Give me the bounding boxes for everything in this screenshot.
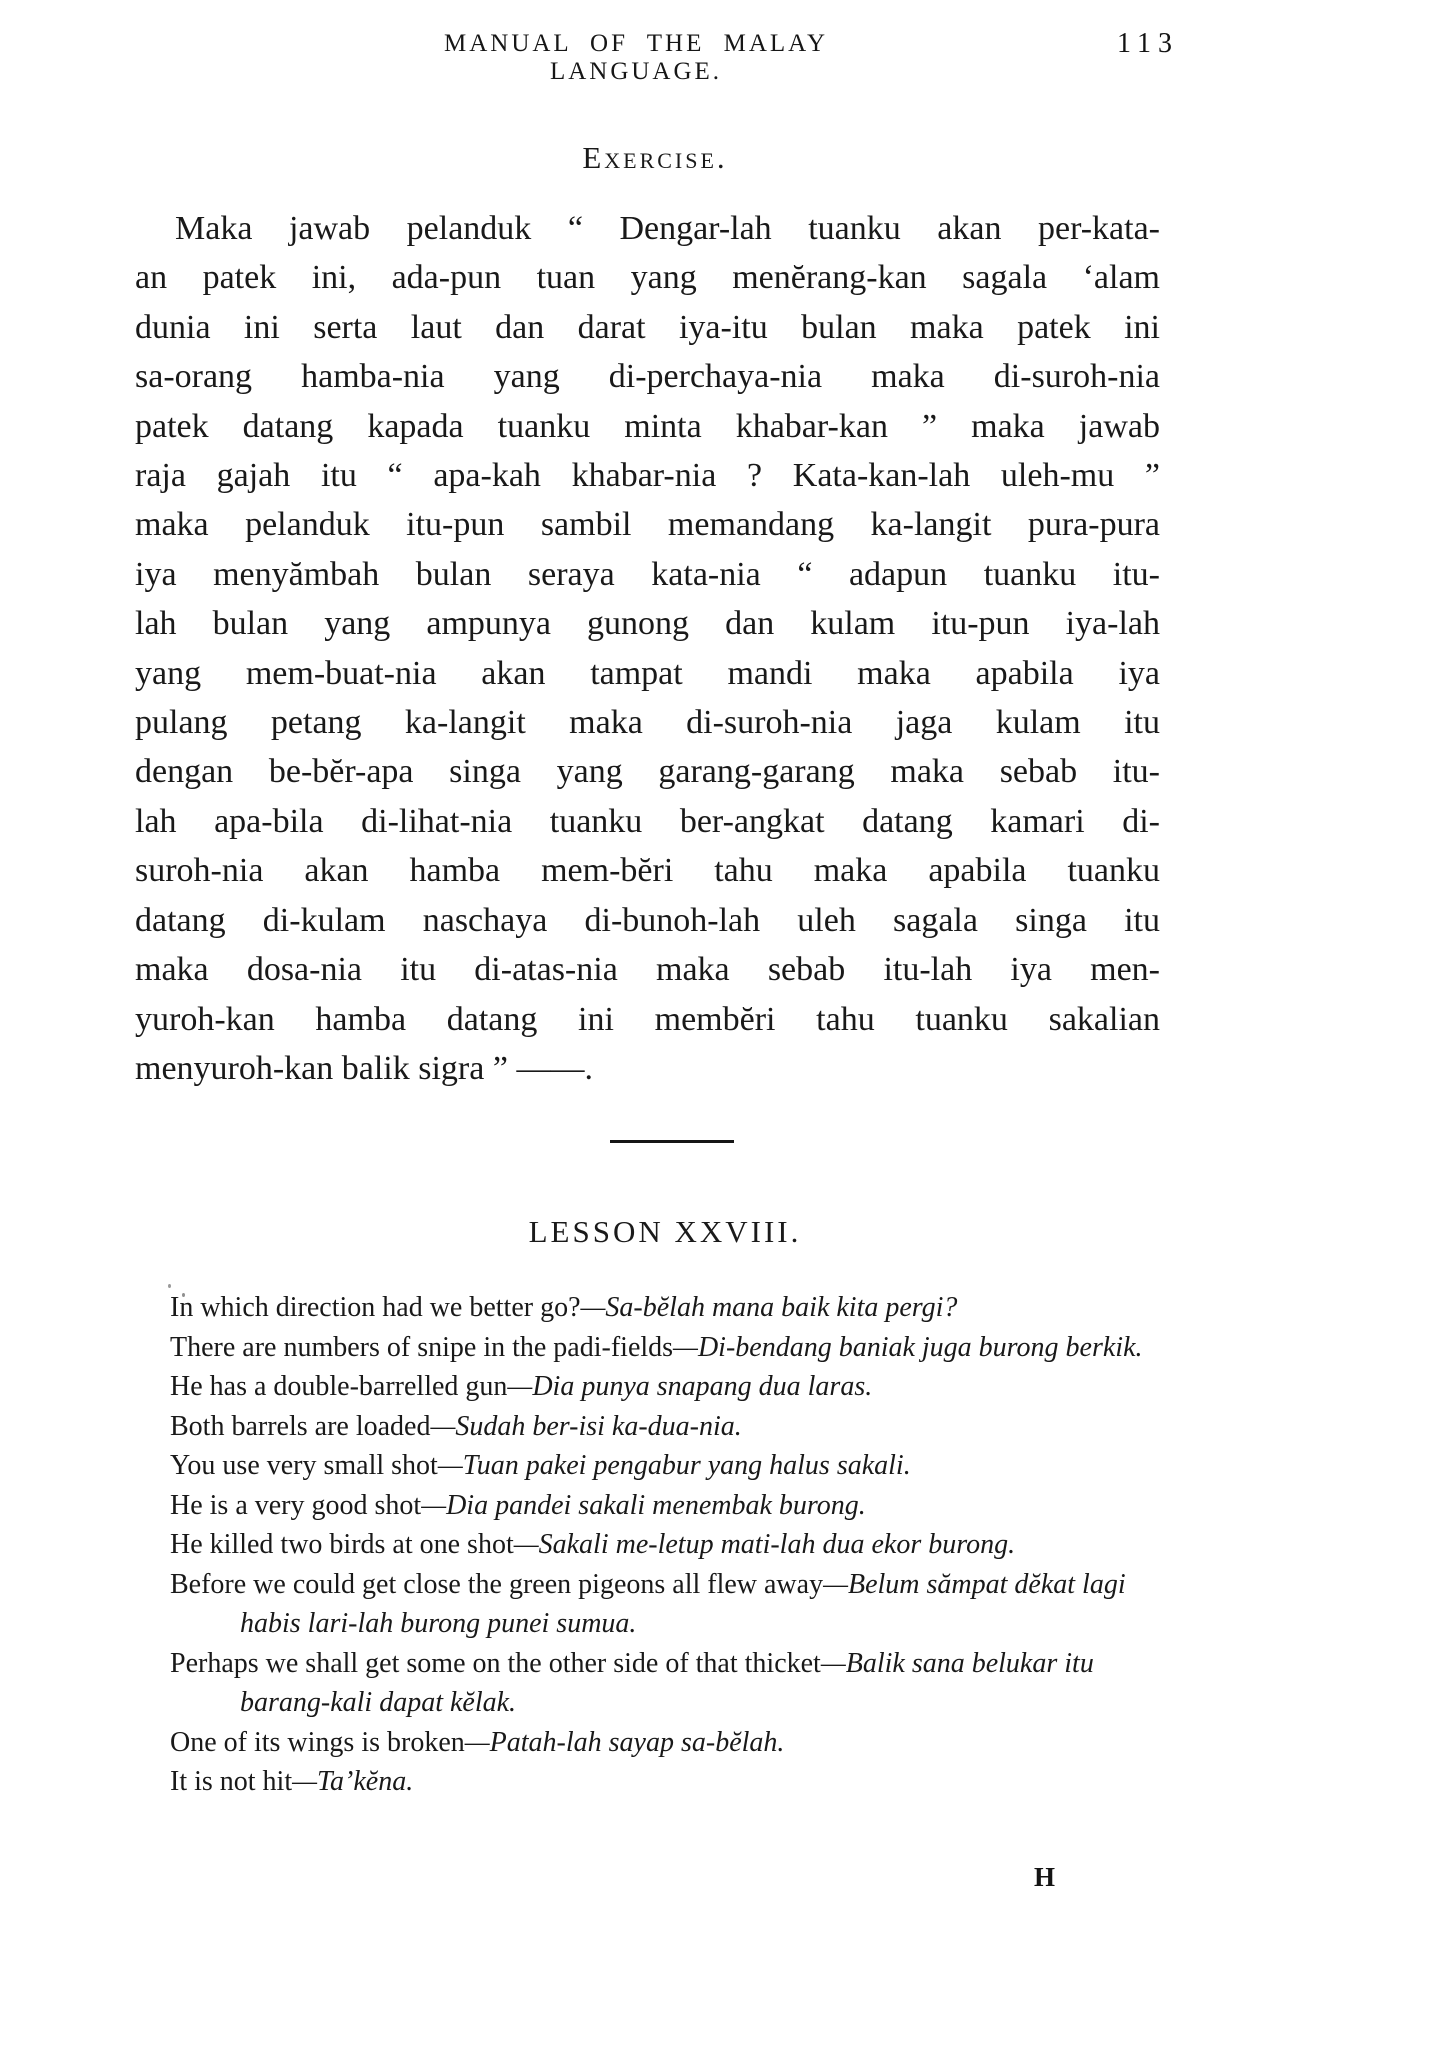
- lesson-phrase-item: [170, 1446, 1162, 1486]
- exercise-heading: Exercise.: [582, 140, 728, 175]
- exercise-line: patek datang kapada tuanku minta khabar-kan ” maka jawab: [135, 407, 1160, 445]
- malay-translation: —Sakali me-letup mati-lah dua ekor burong.: [513, 1529, 1016, 1560]
- exercise-line: lah bulan yang ampunya gunong dan kulam itu-pun iya-lah: [135, 605, 1160, 643]
- english-phrase: He has a double-barrelled gun: [170, 1371, 508, 1402]
- exercise-line: raja gajah itu “ apa-kah khabar-nia ? Kata-kan-lah uleh-mu ”: [135, 457, 1160, 495]
- exercise-paragraph: [135, 204, 1160, 1093]
- lesson-phrase-item: [170, 1367, 1162, 1407]
- lesson-phrase-list: [170, 1288, 1162, 1802]
- english-phrase: There are numbers of snipe in the padi-fields: [170, 1331, 674, 1363]
- exercise-line: pulang petang ka-langit maka di-suroh-nia jaga kulam itu: [135, 704, 1160, 742]
- exercise-line: Maka jawab pelanduk “ Dengar-lah tuanku akan per-kata-: [175, 210, 1160, 247]
- malay-translation: —Balik sana belukar itu barang-kali dapat kĕlak.: [240, 1647, 1094, 1718]
- lesson-phrase-item: [170, 1723, 1162, 1763]
- exercise-line: an patek ini, ada-pun tuan yang menĕrang-kan sagala ‘alam: [135, 259, 1160, 297]
- printer-signature-mark: H: [1034, 1862, 1058, 1892]
- english-phrase: He killed two birds at one shot: [170, 1529, 514, 1560]
- english-phrase: One of its wings is broken: [170, 1726, 465, 1758]
- lesson-phrase-item: [170, 1644, 1162, 1723]
- lesson-heading: LESSON XXVIII.: [528, 1214, 802, 1249]
- lesson-phrase-item: [170, 1288, 1162, 1328]
- english-phrase: Before we could get close the green pigeons all flew away: [170, 1568, 824, 1600]
- exercise-line: dengan be-bĕr-apa singa yang garang-garang maka sebab itu-: [135, 753, 1160, 791]
- lesson-phrase-item: [170, 1762, 1162, 1802]
- malay-translation: —Belum sămpat dĕkat lagi habis lari-lah burong punei sumua.: [240, 1568, 1126, 1639]
- malay-translation: —Dia punya snapang dua laras.: [507, 1371, 873, 1402]
- malay-translation: —Di-bendang baniak juga burong berkik.: [673, 1331, 1143, 1363]
- exercise-line: yang mem-buat-nia akan tampat mandi maka apabila iya: [135, 654, 1160, 692]
- exercise-line: maka dosa-nia itu di-atas-nia maka sebab itu-lah iya men-: [135, 951, 1160, 989]
- exercise-line: iya menyămbah bulan seraya kata-nia “ adapun tuanku itu-: [135, 555, 1160, 593]
- lesson-phrase-item: [170, 1525, 1162, 1565]
- lesson-phrase-item: [170, 1565, 1162, 1644]
- english-phrase: It is not hit: [170, 1766, 293, 1797]
- english-phrase: Perhaps we shall get some on the other side of that thicket: [170, 1647, 821, 1679]
- malay-translation: —Dia pandei sakali menembak burong.: [421, 1489, 866, 1521]
- exercise-line: lah apa-bila di-lihat-nia tuanku ber-angkat datang kamari di-: [135, 802, 1160, 840]
- lesson-phrase-item: [170, 1328, 1162, 1368]
- malay-translation: —Ta’kĕna.: [292, 1766, 414, 1797]
- page-number: 113: [1117, 28, 1179, 59]
- english-phrase: He is a very good shot: [170, 1489, 422, 1521]
- exercise-line: dunia ini serta laut dan darat iya-itu bulan maka patek ini: [135, 308, 1160, 346]
- exercise-line: yuroh-kan hamba datang ini membĕri tahu tuanku sakalian: [135, 1000, 1160, 1038]
- exercise-line: datang di-kulam naschaya di-bunoh-lah uleh sagala singa itu: [135, 901, 1160, 939]
- running-title: MANUAL OF THE MALAY LANGUAGE.: [443, 30, 828, 85]
- english-phrase: In which direction had we better go?: [170, 1292, 581, 1323]
- exercise-line: menyuroh-kan balik sigra ” ——.: [135, 1049, 593, 1087]
- exercise-line: sa-orang hamba-nia yang di-perchaya-nia maka di-suroh-nia: [135, 358, 1160, 396]
- english-phrase: Both barrels are loaded: [170, 1410, 431, 1442]
- malay-translation: —Sudah ber-isi ka-dua-nia.: [430, 1410, 742, 1442]
- scan-speck: [168, 1284, 171, 1288]
- malay-translation: —Tuan pakei pengabur yang halus sakali.: [437, 1450, 911, 1481]
- malay-translation: —Patah-lah sayap sa-bĕlah.: [464, 1726, 785, 1758]
- exercise-line: maka pelanduk itu-pun sambil memandang ka-langit pura-pura: [135, 506, 1160, 544]
- section-divider: [610, 1140, 734, 1143]
- exercise-line: suroh-nia akan hamba mem-bĕri tahu maka apabila tuanku: [135, 852, 1160, 890]
- lesson-phrase-item: [170, 1486, 1162, 1526]
- lesson-phrase-item: [170, 1407, 1162, 1447]
- malay-translation: —Sa-bĕlah mana baik kita pergi?: [580, 1292, 958, 1323]
- english-phrase: You use very small shot: [170, 1450, 438, 1481]
